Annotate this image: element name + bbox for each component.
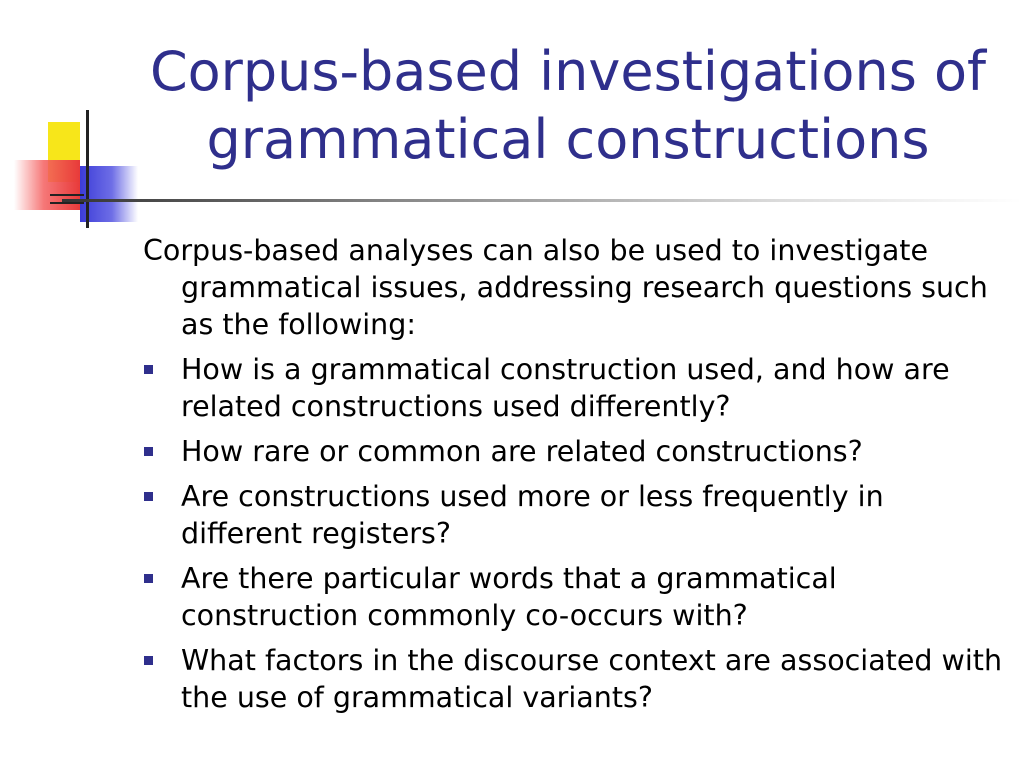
bullet-text: How is a grammatical construction used, and how are related constructions used differently? [181, 353, 950, 423]
bullet-item [143, 642, 1013, 716]
logo-horizontal-line [50, 202, 84, 204]
square-bullet-icon [144, 656, 153, 665]
bullet-item [143, 478, 1013, 552]
bullet-item [143, 433, 1013, 470]
square-bullet-icon [144, 365, 153, 374]
bullet-text: What factors in the discourse context are associated with the use of grammatical variants? [181, 644, 1003, 714]
bullet-text: How rare or common are related constructions? [181, 435, 863, 468]
bullet-text: Are there particular words that a grammatical construction commonly co-occurs with? [181, 562, 837, 632]
title-divider [62, 199, 1022, 202]
bullet-text: Are constructions used more or less frequently in different registers? [181, 480, 884, 550]
bullet-item [143, 560, 1013, 634]
square-bullet-icon [144, 574, 153, 583]
slide-title: Corpus-based investigations of grammatical constructions [149, 40, 987, 171]
logo-vertical-line [86, 110, 89, 228]
logo-horizontal-line [50, 194, 84, 196]
bullet-list [143, 351, 1013, 716]
slide-body [143, 232, 1013, 724]
square-bullet-icon [144, 447, 153, 456]
square-bullet-icon [144, 492, 153, 501]
bullet-item [143, 351, 1013, 425]
decorative-logo [0, 100, 150, 240]
intro-paragraph: Corpus-based analyses can also be used to investigate grammatical issues, addressing research questions such as the following: [143, 234, 988, 341]
